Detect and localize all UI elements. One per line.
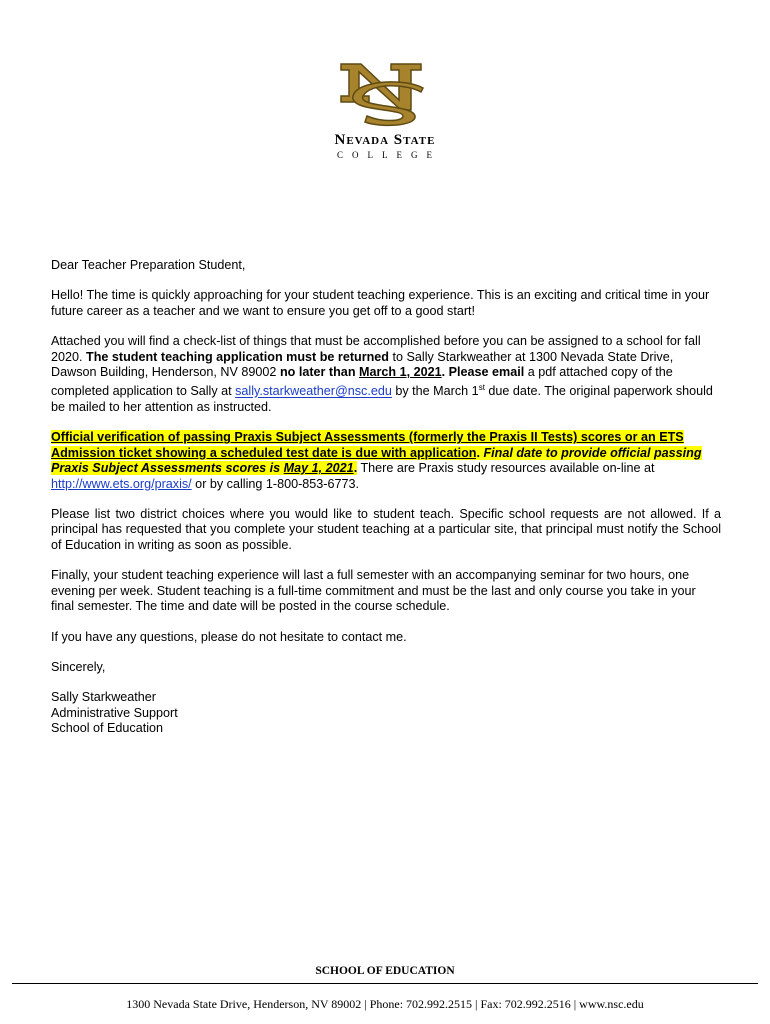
email-link[interactable]: sally.starkweather@nsc.edu bbox=[235, 384, 392, 399]
paragraph-semester: Finally, your student teaching experience will last a full semester with an accompanying seminar for two hours, one evening per week. Student teaching is a full-time commitment and must be the last and only course you take in your final semester. The time and date will be posted in the course schedule. bbox=[51, 568, 696, 614]
text: to Sally Starkweather at 1300 Nevada State Drive, Dawson Building, Henderson, NV 89002 bbox=[51, 349, 674, 380]
bold-text: no later than bbox=[279, 365, 360, 380]
footer-title: SCHOOL OF EDUCATION bbox=[315, 965, 455, 977]
footer-contact: 1300 Nevada State Drive, Henderson, NV 89002 | Phone: 702.992.2515 | Fax: 702.992.2516 | www.nsc.edu bbox=[126, 997, 644, 1011]
signature-name: Sally Starkweather bbox=[51, 690, 156, 705]
college-logo bbox=[300, 62, 470, 172]
paragraph-questions: If you have any questions, please do not hesitate to contact me. bbox=[51, 629, 407, 644]
bold-text: The student teaching application must be returned bbox=[86, 349, 389, 364]
paragraph-application bbox=[51, 334, 721, 415]
paragraph-district: Please list two district choices where you would like to student teach. Specific school requests are not allowed. If a principal has requested that you complete your student teaching at a particular site, that principal must notify the School of Education in writing as soon as possible. bbox=[51, 507, 721, 552]
greeting: Dear Teacher Preparation Student, bbox=[51, 258, 246, 272]
signature-title: Administrative Support bbox=[51, 705, 178, 720]
closing: Sincerely, bbox=[51, 659, 106, 674]
text: by the March 1 bbox=[391, 384, 479, 399]
superscript: st bbox=[478, 383, 485, 393]
praxis-link[interactable]: http://www.ets.org/praxis/ bbox=[51, 476, 192, 491]
final-date: May 1, 2021 bbox=[283, 461, 354, 476]
highlighted-text: . bbox=[476, 445, 484, 460]
highlighted-notice: Official verification of passing Praxis Subject Assessments (formerly the Praxis II Tests) scores or an ETS Admission ticket showing a scheduled test date is due with application bbox=[51, 430, 684, 460]
text: due date. The original paperwork should be mailed to her attention as instructed. bbox=[51, 384, 713, 415]
signature-block bbox=[51, 690, 721, 736]
highlighted-text: . bbox=[353, 461, 358, 476]
footer-divider bbox=[12, 983, 758, 984]
text: Attached you will find a check-list of things that must be accomplished before you can be assigned to a school for fall 2020. bbox=[51, 334, 701, 364]
deadline-date: March 1, 2021 bbox=[359, 365, 442, 380]
college-subtitle: COLLEGE bbox=[337, 150, 441, 160]
text: a pdf attached copy of the completed application to Sally at bbox=[51, 365, 673, 399]
highlighted-text: Final date to provide official passing Praxis Subject Assessments scores is bbox=[51, 445, 702, 476]
text: There are Praxis study resources available on-line at bbox=[357, 461, 655, 476]
signature-dept: School of Education bbox=[51, 721, 164, 736]
letter-body bbox=[51, 258, 721, 737]
text: or by calling 1-800-853-6773. bbox=[191, 476, 360, 491]
ns-monogram-icon bbox=[339, 62, 431, 130]
college-name: Nevada State bbox=[334, 132, 436, 148]
bold-text: . Please email bbox=[441, 365, 525, 380]
paragraph-praxis bbox=[51, 430, 721, 492]
paragraph-intro: Hello! The time is quickly approaching for your student teaching experience. This is an exciting and critical time in your future career as a teacher and we want to ensure you get off to a good start! bbox=[51, 288, 710, 318]
